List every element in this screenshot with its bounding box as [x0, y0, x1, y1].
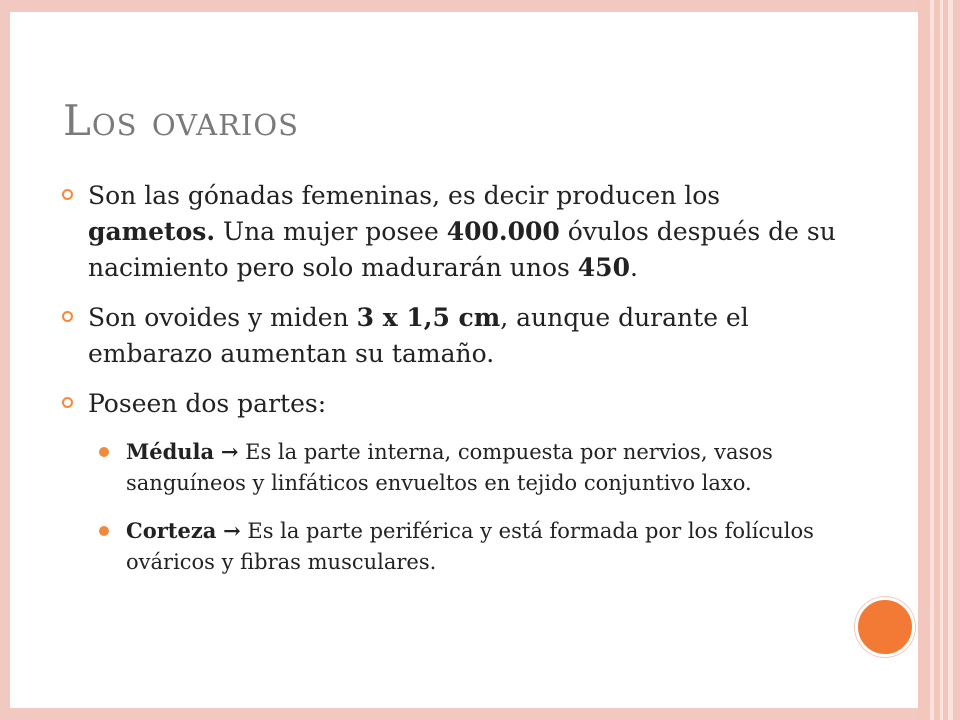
bullet-text: Son las gónadas femeninas, es decir producen los — [88, 181, 721, 210]
bullet-item — [62, 386, 842, 422]
bullet-text-bold: 3 x 1,5 cm — [356, 303, 501, 332]
bullet-ring-icon — [62, 397, 73, 408]
bullet-dot-icon — [99, 447, 109, 457]
bullet-text: . — [629, 253, 638, 282]
bullet-text: , aunque durante el embarazo aumentan su tamaño. — [88, 303, 749, 368]
arrow-right-icon: → — [220, 439, 239, 464]
sub-bullet-item — [62, 436, 842, 499]
slide-content — [62, 178, 842, 594]
bullet-text: Una mujer posee — [215, 217, 447, 246]
right-decor-band — [918, 0, 960, 720]
bullet-text-bold: 400.000 — [446, 217, 560, 246]
slide-title: Los ovarios — [63, 96, 299, 145]
bullet-ring-icon — [62, 189, 73, 200]
bullet-text: óvulos después de su nacimiento pero solo madurarán unos — [88, 217, 836, 282]
bullet-text-bold: gametos. — [88, 217, 216, 246]
border-bottom — [0, 708, 960, 720]
right-decor-stripe — [948, 0, 953, 720]
bullet-ring-icon — [62, 311, 73, 322]
bullet-text: Son ovoides y miden — [88, 303, 357, 332]
sub-bullet-item — [62, 515, 842, 578]
right-decor-stripe — [940, 0, 943, 720]
bullet-text: Poseen dos partes: — [88, 389, 327, 418]
bullet-item — [62, 178, 842, 286]
border-top — [0, 0, 960, 12]
bullet-dot-icon — [99, 526, 109, 536]
border-left — [0, 0, 10, 720]
decor-circle — [855, 597, 915, 657]
bullet-item — [62, 300, 842, 372]
sub-bullet-term: Médula — [126, 439, 215, 464]
sub-bullet-text: Es la parte interna, compuesta por nervios, vasos sanguíneos y linfáticos envueltos en tejido conjuntivo laxo. — [126, 440, 773, 495]
right-decor-stripe — [930, 0, 934, 720]
bullet-text-bold: 450 — [577, 253, 630, 282]
arrow-right-icon: → — [223, 518, 241, 543]
sub-bullet-term: Corteza — [126, 518, 217, 543]
sub-bullet-text: Es la parte periférica y está formada por los folículos ováricos y fibras musculares. — [126, 519, 814, 574]
